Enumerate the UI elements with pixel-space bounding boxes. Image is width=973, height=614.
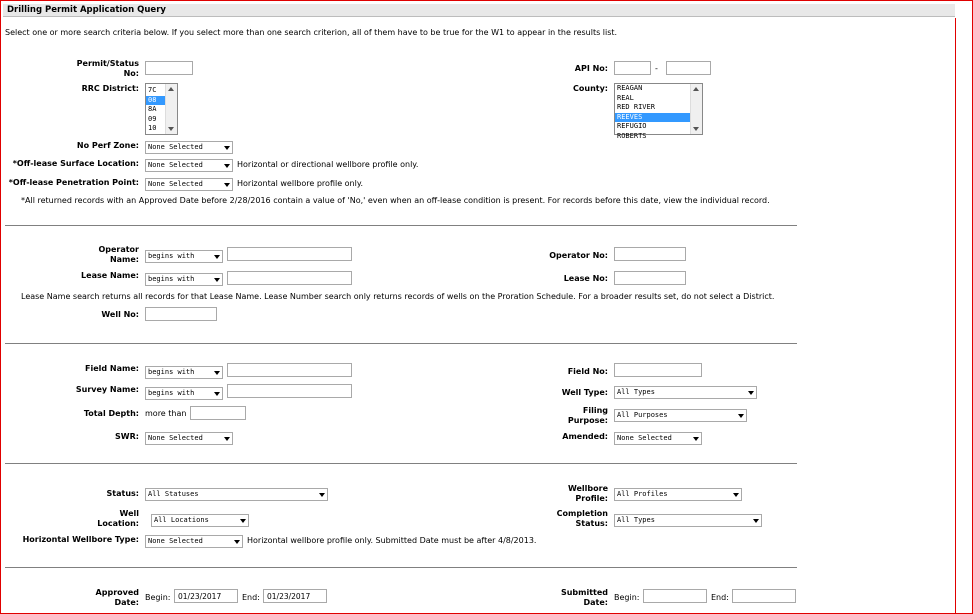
filing-purpose-label (501, 406, 608, 426)
offlease-penetration-select[interactable] (145, 178, 233, 191)
chevron-down-icon (240, 519, 246, 523)
county-scrollbar[interactable] (690, 84, 702, 134)
operator-name-label-line1: Operator (98, 245, 139, 254)
permit-label-line1: Permit/Status (76, 59, 139, 68)
field-name-mode-value: begins with (148, 368, 195, 376)
offlease-surface-note: Horizontal or directional wellbore profile only. (237, 160, 419, 169)
completion-status-value: All Types (617, 516, 655, 524)
swr-select[interactable] (145, 432, 233, 445)
operator-name-mode-select[interactable] (145, 250, 223, 263)
section-divider (5, 463, 797, 464)
offlease-footnote: *All returned records with an Approved Date before 2/28/2016 contain a value of 'No,' even when an off-lease condition is present. For records before this date, view the individual record. (21, 196, 770, 205)
survey-name-label: Survey Name: (75, 385, 139, 394)
chevron-down-icon (693, 437, 699, 441)
total-depth-label: Total Depth: (83, 409, 139, 418)
chevron-down-icon (214, 255, 220, 259)
district-label: RRC District: (81, 84, 139, 93)
lease-note: Lease Name search returns all records for that Lease Name. Lease Number search only returns records of wells on the Proration Schedule. For a broader results set, do not select a District. (21, 292, 775, 301)
amended-label: Amended: (562, 432, 608, 441)
well-location-label-line1: Well (119, 509, 139, 518)
no-perf-zone-select[interactable] (145, 141, 233, 154)
approved-end-input[interactable] (263, 589, 327, 603)
offlease-penetration-note: Horizontal wellbore profile only. (237, 179, 363, 188)
filing-purpose-select[interactable] (614, 409, 747, 422)
lease-name-mode-value: begins with (148, 275, 195, 283)
intro-text: Select one or more search criteria below. If you select more than one search criterion, all of them have to be true for the W1 to appear in the results list. (5, 28, 618, 37)
district-option[interactable]: 8A (148, 105, 157, 113)
county-listbox[interactable] (614, 83, 703, 140)
operator-name-label (41, 245, 139, 265)
chevron-down-icon (234, 540, 240, 544)
well-location-select[interactable] (151, 514, 249, 527)
operator-name-label-line2: Name: (109, 255, 139, 264)
permit-label (41, 59, 139, 79)
amended-select[interactable] (614, 432, 702, 445)
offlease-surface-select[interactable] (145, 159, 233, 172)
submitted-date-label-line2: Date: (583, 598, 608, 607)
district-option[interactable]: 10 (148, 124, 157, 132)
api-label: API No: (574, 64, 608, 73)
approved-date-label (41, 588, 139, 608)
lease-name-mode-select[interactable] (145, 273, 223, 286)
well-location-label-line2: Location: (97, 519, 139, 528)
api-part2-input[interactable] (666, 61, 711, 75)
submitted-begin-input[interactable] (643, 589, 707, 603)
api-separator: - (655, 64, 658, 73)
filing-purpose-label-line1: Filing (582, 406, 608, 415)
horizontal-wellbore-type-label: Horizontal Wellbore Type: (22, 535, 139, 544)
operator-name-input[interactable] (227, 247, 352, 261)
api-part1-input[interactable] (614, 61, 651, 75)
permit-label-line2: No: (123, 69, 139, 78)
district-option[interactable]: 08 (146, 96, 177, 106)
county-option[interactable]: REAL (617, 93, 634, 102)
lease-no-label: Lease No: (563, 274, 608, 283)
chevron-down-icon (748, 391, 754, 395)
chevron-down-icon (214, 278, 220, 282)
wellbore-profile-label (501, 484, 608, 504)
chevron-down-icon (224, 437, 230, 441)
well-no-label: Well No: (101, 310, 139, 319)
scroll-down-icon[interactable] (693, 127, 699, 131)
wellbore-profile-label-line1: Wellbore (567, 484, 608, 493)
submitted-end-input[interactable] (732, 589, 796, 603)
well-location-label (41, 509, 139, 529)
completion-status-label-line1: Completion (556, 509, 608, 518)
district-listbox[interactable] (145, 83, 178, 135)
horizontal-wellbore-type-select[interactable] (145, 535, 243, 548)
survey-name-mode-value: begins with (148, 389, 195, 397)
chevron-down-icon (214, 371, 220, 375)
scroll-up-icon[interactable] (693, 87, 699, 91)
section-divider (5, 343, 797, 344)
county-option[interactable]: RED RIVER (617, 103, 655, 111)
chevron-down-icon (738, 414, 744, 418)
survey-name-mode-select[interactable] (145, 387, 223, 400)
section-divider (5, 225, 797, 226)
chevron-down-icon (224, 183, 230, 187)
operator-no-label: Operator No: (549, 251, 608, 260)
total-depth-input[interactable] (190, 406, 246, 420)
county-option[interactable]: ROBERTS (617, 131, 647, 140)
approved-begin-label: Begin: (145, 593, 171, 602)
permit-input[interactable] (145, 61, 193, 75)
wellbore-profile-select[interactable] (614, 488, 742, 501)
swr-value: None Selected (148, 434, 203, 442)
section-divider (5, 567, 797, 568)
field-name-mode-select[interactable] (145, 366, 223, 379)
chevron-down-icon (733, 493, 739, 497)
survey-name-input[interactable] (227, 384, 352, 398)
approved-date-label-line2: Date: (114, 598, 139, 607)
amended-value: None Selected (617, 434, 672, 442)
well-location-value: All Locations (154, 516, 209, 524)
scroll-down-icon[interactable] (168, 127, 174, 131)
district-option[interactable]: 7C (148, 86, 157, 94)
well-no-input[interactable] (145, 307, 217, 321)
swr-label: SWR: (115, 432, 139, 441)
well-type-value: All Types (617, 388, 655, 396)
completion-status-select[interactable] (614, 514, 762, 527)
offlease-penetration-value: None Selected (148, 180, 203, 188)
submitted-end-label: End: (711, 593, 729, 602)
no-perf-zone-label: No Perf Zone: (76, 141, 139, 150)
approved-end-label: End: (242, 593, 260, 602)
completion-status-label-line2: Status: (575, 519, 608, 528)
status-label: Status: (106, 489, 139, 498)
total-depth-prefix: more than (145, 409, 187, 418)
field-no-label: Field No: (567, 367, 608, 376)
wellbore-profile-value: All Profiles (617, 490, 668, 498)
county-option[interactable]: REAGAN (617, 84, 643, 92)
horizontal-wellbore-type-note: Horizontal wellbore profile only. Submitted Date must be after 4/8/2013. (247, 536, 537, 545)
offlease-surface-value: None Selected (148, 161, 203, 169)
submitted-begin-label: Begin: (614, 593, 640, 602)
field-name-label: Field Name: (85, 364, 139, 373)
offlease-penetration-label: *Off-lease Penetration Point: (8, 178, 139, 187)
status-value: All Statuses (148, 490, 199, 498)
submitted-date-label-line1: Submitted (560, 588, 608, 597)
filing-purpose-value: All Purposes (617, 411, 668, 419)
offlease-surface-label: *Off-lease Surface Location: (12, 159, 139, 168)
wellbore-profile-label-line2: Profile: (575, 494, 608, 503)
chevron-down-icon (224, 164, 230, 168)
lease-name-label: Lease Name: (81, 271, 139, 280)
county-option[interactable]: REFUGIO (617, 122, 647, 130)
county-option[interactable]: REEVES (615, 113, 702, 123)
county-label: County: (573, 84, 608, 93)
scroll-up-icon[interactable] (168, 87, 174, 91)
horizontal-wellbore-type-value: None Selected (148, 537, 203, 545)
district-scrollbar[interactable] (165, 84, 177, 134)
well-type-label: Well Type: (561, 388, 608, 397)
approved-begin-input[interactable] (174, 589, 238, 603)
title-bar (3, 4, 955, 17)
district-option[interactable]: 09 (148, 114, 157, 123)
filing-purpose-label-line2: Purpose: (567, 416, 608, 425)
window-edge-divider (955, 18, 956, 614)
no-perf-zone-value: None Selected (148, 143, 203, 151)
completion-status-label (501, 509, 608, 529)
chevron-down-icon (319, 493, 325, 497)
field-name-input[interactable] (227, 363, 352, 377)
submitted-date-label (501, 588, 608, 608)
operator-no-input[interactable] (614, 247, 686, 261)
chevron-down-icon (214, 392, 220, 396)
lease-no-input[interactable] (614, 271, 686, 285)
chevron-down-icon (753, 519, 759, 523)
status-select[interactable] (145, 488, 328, 501)
chevron-down-icon (224, 146, 230, 150)
approved-date-label-line1: Approved (95, 588, 139, 597)
page-title: Drilling Permit Application Query (7, 5, 166, 15)
well-type-select[interactable] (614, 386, 757, 399)
field-no-input[interactable] (614, 363, 702, 377)
lease-name-input[interactable] (227, 271, 352, 285)
operator-name-mode-value: begins with (148, 252, 195, 260)
